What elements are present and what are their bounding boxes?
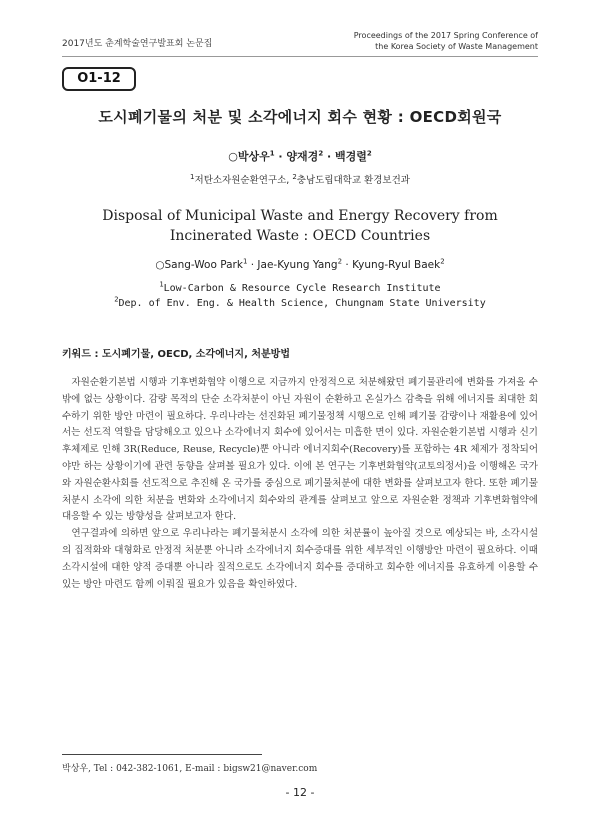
running-header-right-line1: Proceedings of the 2017 Spring Conference of	[353, 31, 538, 40]
footnote-divider	[62, 754, 262, 755]
abstract-body	[62, 375, 538, 593]
author-separator: ·	[342, 259, 353, 271]
affiliation-text: 충남도립대학교 환경보건과	[296, 175, 410, 186]
running-header-right-line2: the Korea Society of Waste Management	[375, 42, 538, 51]
affiliation-index: 2	[318, 149, 324, 158]
author-separator: ·	[323, 150, 336, 163]
affiliation-text: 저탄소자원순환연구소,	[194, 175, 293, 186]
author-separator: ·	[274, 150, 287, 163]
affiliation-line	[0, 281, 600, 296]
author-name: Sang-Woo Park	[164, 259, 243, 271]
affiliations-korean	[0, 172, 600, 186]
affiliation-index: 1	[190, 172, 195, 181]
affiliation-index: 1	[159, 280, 164, 289]
page-number: - 12 -	[285, 786, 315, 799]
affiliation-line	[0, 296, 600, 311]
title-english-line2: Incinerated Waste : OECD Countries	[169, 228, 431, 244]
authors-english	[0, 259, 600, 271]
title-english	[0, 206, 600, 246]
header-divider	[62, 56, 538, 57]
presenter-marker: ○	[228, 150, 238, 163]
affiliations-english	[0, 281, 600, 311]
presenter-marker: ○	[155, 259, 165, 271]
affiliation-index: 1	[269, 149, 275, 158]
affiliation-index: 2	[114, 295, 119, 304]
affiliation-text: Dep. of Env. Eng. & Health Science, Chungnam State University	[118, 298, 486, 309]
authors-korean	[0, 148, 600, 164]
author-name: 백경렬	[335, 150, 367, 163]
author-name: 박상우	[237, 150, 270, 163]
running-header-left: 2017년도 춘계학술연구발표회 논문집	[62, 39, 213, 49]
author-name: Kyung-Ryul Baek	[352, 259, 441, 271]
title-english-line1: Disposal of Municipal Waste and Energy Recovery from	[102, 208, 498, 224]
author-separator: ·	[247, 259, 258, 271]
title-korean: 도시폐기물의 처분 및 소각에너지 회수 현황 : OECD회원국	[98, 108, 502, 126]
affiliation-index: 2	[292, 172, 297, 181]
keywords: 키워드 : 도시폐기물, OECD, 소각에너지, 처분방법	[62, 349, 290, 360]
footnote: 박상우, Tel : 042-382-1061, E-mail : bigsw21@naver.com	[62, 764, 318, 774]
affiliation-index: 2	[337, 257, 343, 266]
abstract-paragraph-2: 연구결과에 의하면 앞으로 우리나라는 폐기물처분시 소각에 의한 처분률이 높아질 것으로 예상되는 바, 소각시설의 집적화와 대형화로 안정적 처분뿐 아니라 소각에너지 회수증대를 위한 세부적인 이행방안 마련이 필요하다. 이때 소각시설에 대한 양적 증대뿐 아니라 질적으로도 소각에너지 회수를 증대하고 회수한 에너지를 유효하게 이용할 수 있는 방안 마련도 함께 이뤄질 필요가 있음을 확인하였다.	[62, 528, 538, 590]
abstract-paragraph-1: 자원순환기본법 시행과 기후변화협약 이행으로 지금까지 안정적으로 처분해왔던 폐기물관리에 변화를 가져올 수밖에 없는 상황이다. 감량 목적의 단순 소각처분이 아닌 자원이 순환하고 온실가스 감축을 위해 에너지를 최대한 회수하기 위한 방안 마련이 필요하다. 우리나라는 선진화된 폐기물정책 시행으로 인해 폐기물 감량이나 재활용에 있어서는 선도적 역할을 담당해오고 있으나 소각에너지 회수에 있어서는 미흡한 면이 있다. 자원순환기본법 시행과 신기후체제로 인해 3R(Reduce, Reuse, Recycle)뿐 아니라 에너지회수(Recovery)를 포함하는 4R 체제가 정착되어야만 하는 상황이기에 관련 동향을 살펴볼 필요가 있다. 이에 본 연구는 기후변화협약(교토의정서)을 이행해온 국가와 자원순환사회를 선도적으로 추진해 온 국가를 중심으로 폐기물처분에 대한 변화를 살펴보고자 한다. 또한 폐기물 처분시 소각에 의한 처분을 변화와 소각에너지 회수와의 관계를 살펴보고 앞으로 자원순환 정책과 기후변화협약에 대응할 수 있는 방향성을 살펴보고자 한다.	[62, 377, 538, 523]
author-name: Jae-Kyung Yang	[257, 259, 338, 271]
affiliation-index: 2	[366, 149, 372, 158]
running-header-right	[278, 30, 538, 52]
affiliation-index: 2	[440, 257, 445, 266]
affiliation-text: Low-Carbon & Resource Cycle Research Institute	[163, 283, 441, 294]
affiliation-index: 1	[242, 257, 248, 266]
author-name: 양재경	[286, 150, 319, 163]
paper-code-badge: O1-12	[62, 67, 136, 91]
